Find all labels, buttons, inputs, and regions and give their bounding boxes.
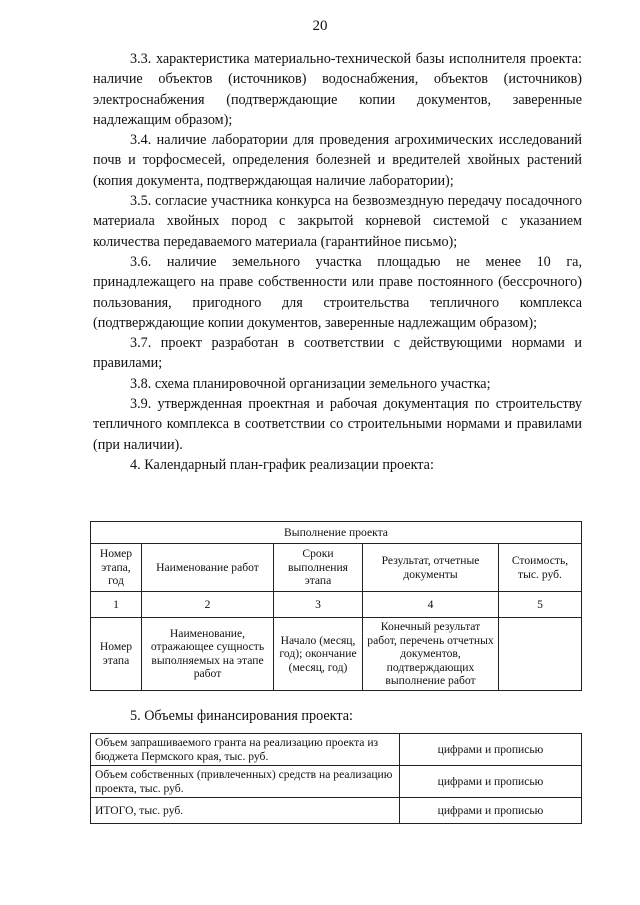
item-3-4: 3.4. наличие лаборатории для проведения агрохимических исследований почв и торфосмесей, определения болезней и вредителей хвойных растений (копия документа, подтверждающая наличие лаборатории); bbox=[93, 132, 582, 189]
col-number: 1 bbox=[91, 592, 142, 618]
financing-label: ИТОГО, тыс. руб. bbox=[91, 798, 400, 824]
col-header-stage: Номер этапа, год bbox=[91, 544, 142, 592]
item-3-5: 3.5. согласие участника конкурса на безвозмездную передачу посадочного материала хвойных пород с закрытой корневой системой с указанием количества передаваемого материала (гарантийное письмо); bbox=[93, 193, 582, 250]
item-3-9: 3.9. утвержденная проектная и рабочая документация по строительству тепличного комплекса в соответствии со строительными нормами и правилами (при наличии). bbox=[93, 396, 582, 453]
item-3-7: 3.7. проект разработан в соответствии с действующими нормами и правилами; bbox=[93, 335, 582, 372]
table-row bbox=[91, 766, 582, 798]
schedule-table bbox=[90, 521, 582, 691]
col-number: 4 bbox=[363, 592, 499, 618]
table-row bbox=[91, 734, 582, 766]
section-5-heading: 5. Объемы финансирования проекта: bbox=[130, 708, 353, 724]
item-3-6: 3.6. наличие земельного участка площадью не менее 10 га, принадлежащего на праве собственности или праве постоянного (бессрочного) пользования, пригодного для строительства тепличного комплекса (подтверждающие копии документов, заверенные надлежащим образом); bbox=[93, 253, 582, 331]
financing-label: Объем собственных (привлеченных) средств на реализацию проекта, тыс. руб. bbox=[91, 766, 400, 798]
table-cell bbox=[499, 618, 582, 691]
section-4-heading: 4. Календарный план-график реализации проекта: bbox=[130, 456, 434, 473]
requirements-text bbox=[93, 49, 582, 475]
financing-table bbox=[90, 733, 582, 824]
schedule-span-header: Выполнение проекта bbox=[91, 522, 582, 544]
table-cell: Наименование, отражающее сущность выполняемых на этапе работ bbox=[142, 618, 274, 691]
financing-value: цифрами и прописью bbox=[400, 766, 582, 798]
financing-value: цифрами и прописью bbox=[400, 798, 582, 824]
col-header-terms: Сроки выполнения этапа bbox=[274, 544, 363, 592]
item-3-3: 3.3. характеристика материально-технической базы исполнителя проекта: наличие объектов (источников) водоснабжения, объектов (источников) электроснабжения (подтверждающие копии документов, заверенные надлежащим образом); bbox=[93, 51, 582, 128]
table-cell: Номер этапа bbox=[91, 618, 142, 691]
table-cell: Конечный результат работ, перечень отчетных документов, подтверждающих выполнение работ bbox=[363, 618, 499, 691]
col-number: 5 bbox=[499, 592, 582, 618]
col-number: 3 bbox=[274, 592, 363, 618]
table-cell: Начало (месяц, год); окончание (месяц, год) bbox=[274, 618, 363, 691]
page-number: 20 bbox=[312, 18, 328, 34]
col-header-result: Результат, отчетные документы bbox=[363, 544, 499, 592]
col-header-works: Наименование работ bbox=[142, 544, 274, 592]
table-row bbox=[91, 798, 582, 824]
col-header-cost: Стоимость, тыс. руб. bbox=[499, 544, 582, 592]
item-3-8: 3.8. схема планировочной организации земельного участка; bbox=[130, 375, 491, 392]
financing-label: Объем запрашиваемого гранта на реализацию проекта из бюджета Пермского края, тыс. руб. bbox=[91, 734, 400, 766]
financing-value: цифрами и прописью bbox=[400, 734, 582, 766]
col-number: 2 bbox=[142, 592, 274, 618]
